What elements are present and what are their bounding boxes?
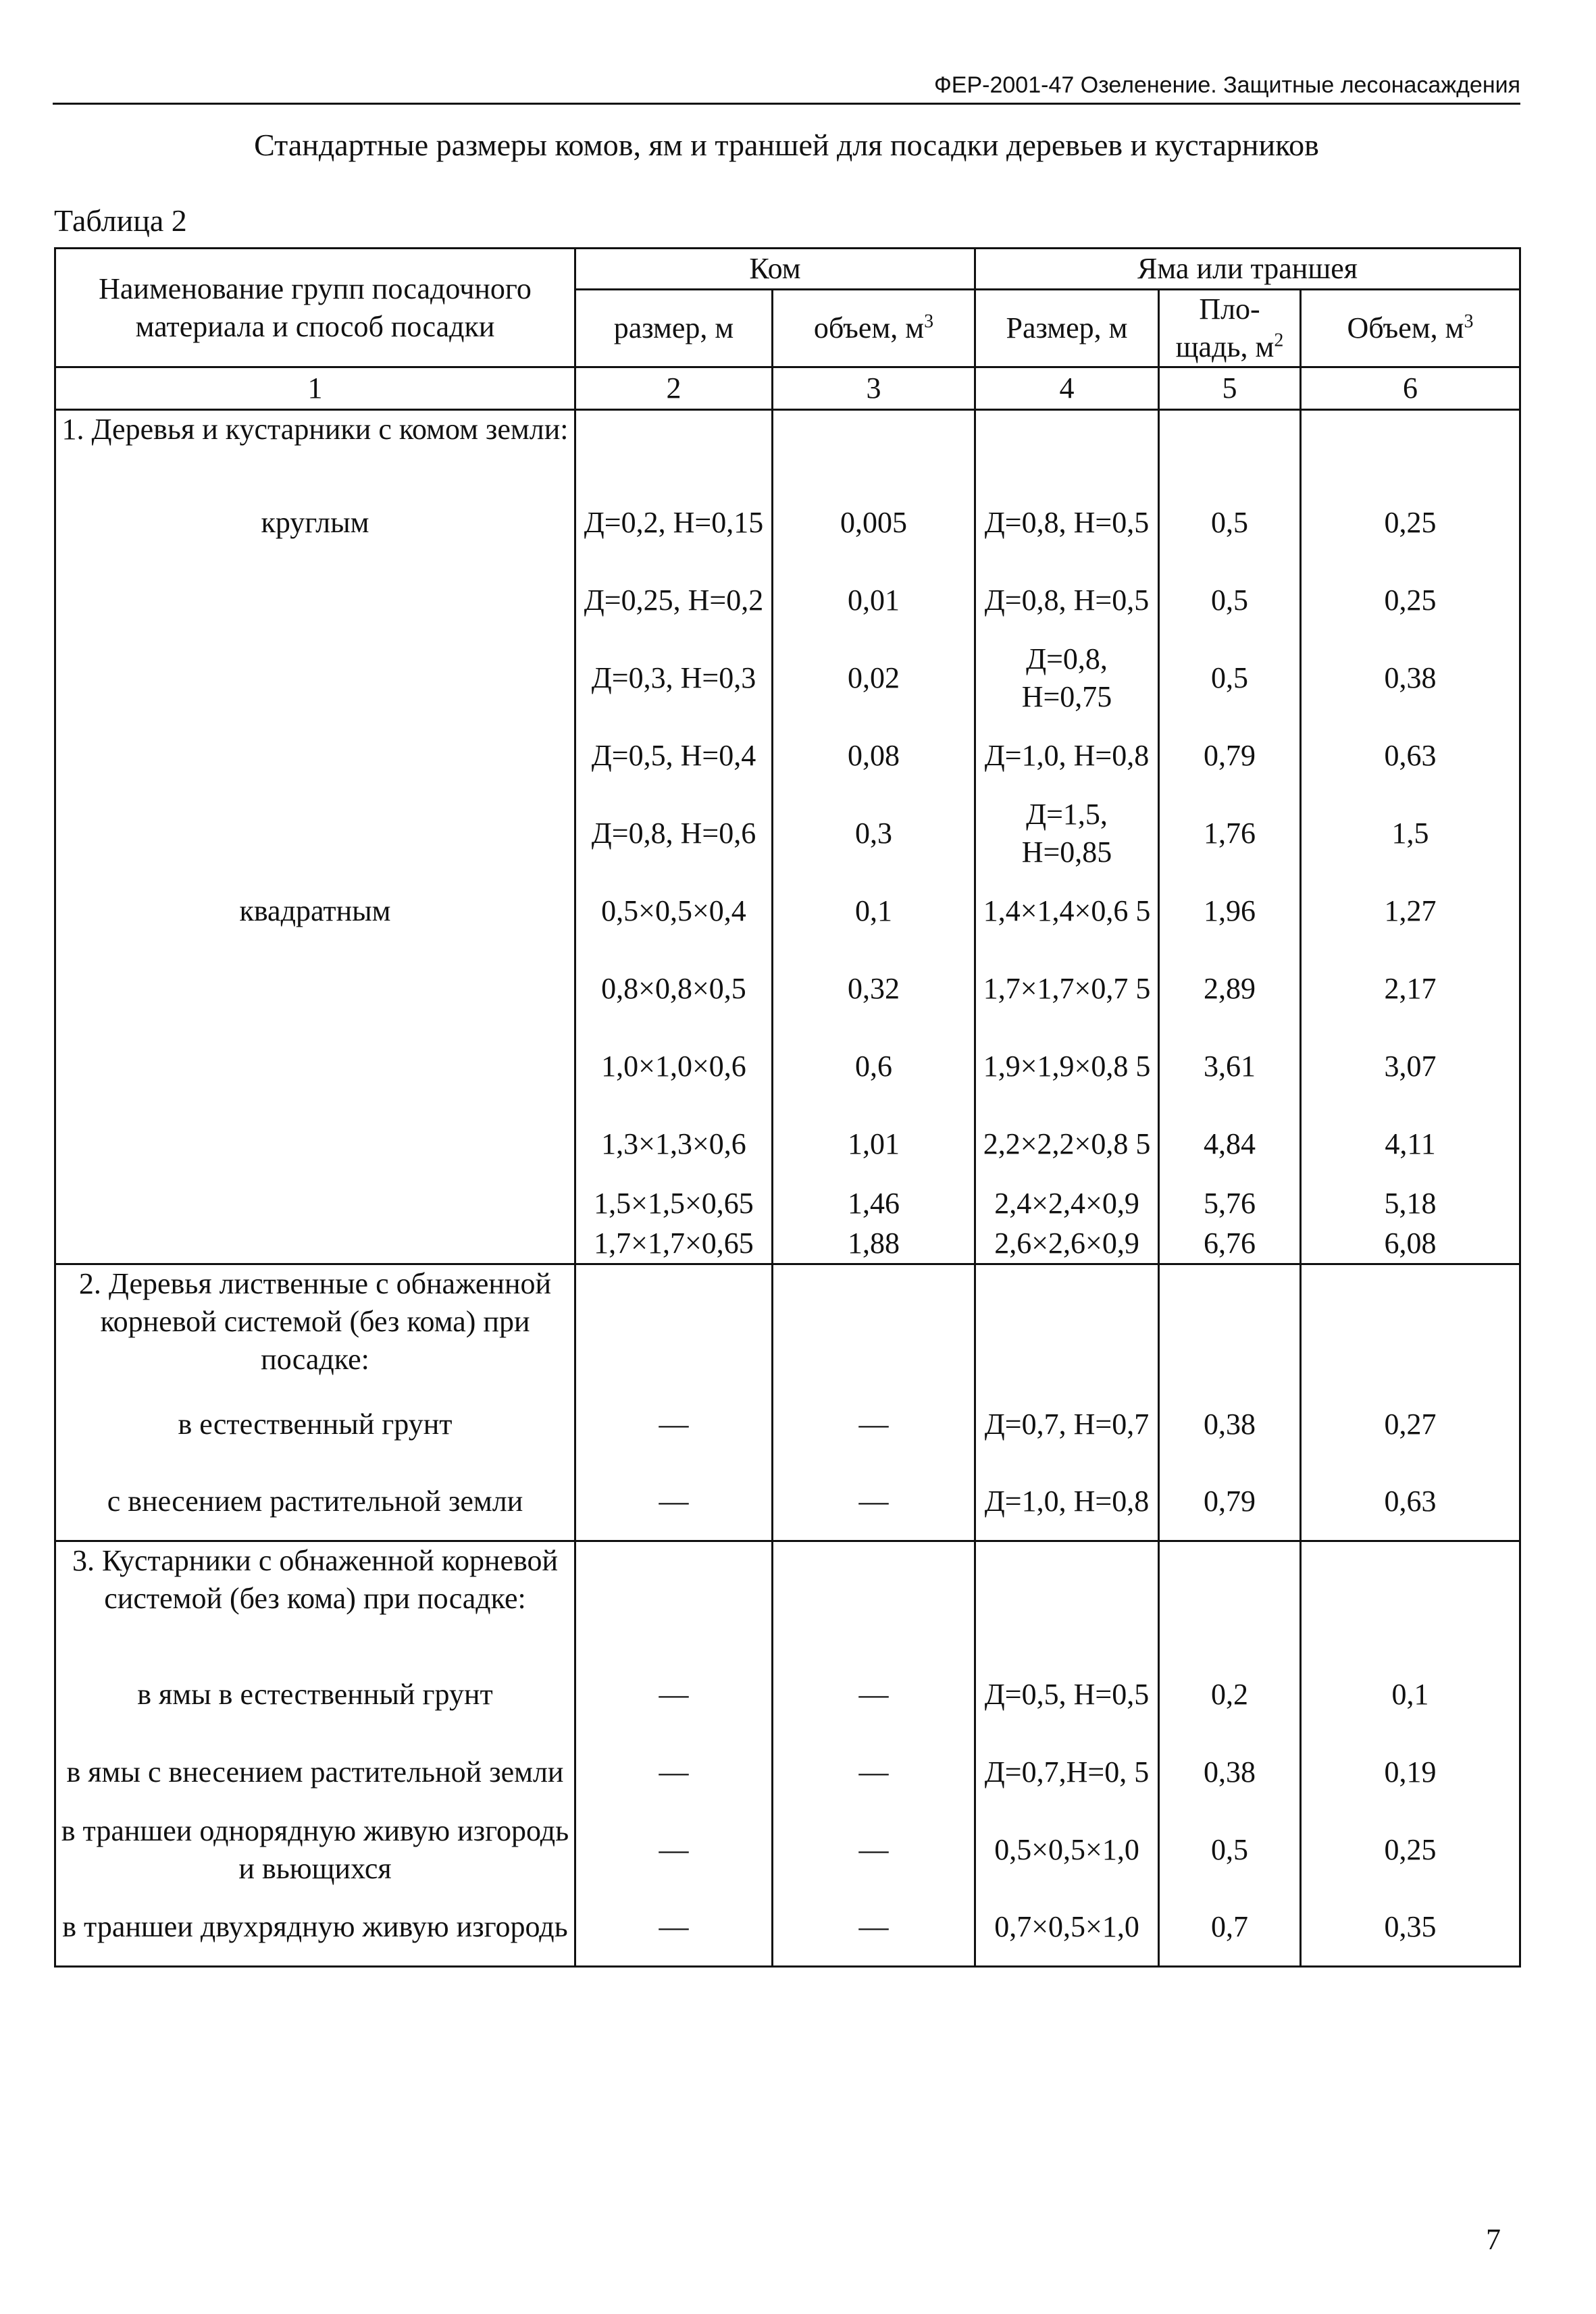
yama-volume: 0,25 <box>1301 484 1520 562</box>
row-name <box>55 1028 575 1106</box>
kom-volume: — <box>773 1734 975 1811</box>
yama-area: 0,79 <box>1159 717 1301 795</box>
empty-cell <box>975 1264 1159 1386</box>
yama-size: Д=0,8, Н=0,5 <box>975 484 1159 562</box>
header-group-kom: Ком <box>575 249 975 290</box>
table-row <box>55 950 1520 1028</box>
kom-size: — <box>575 1811 773 1889</box>
table-row <box>55 640 1520 717</box>
kom-volume: — <box>773 1811 975 1889</box>
yama-size: 1,7×1,7×0,7 5 <box>975 950 1159 1028</box>
empty-cell <box>1159 1541 1301 1656</box>
yama-size: 1,4×1,4×0,6 5 <box>975 873 1159 950</box>
kom-volume: — <box>773 1464 975 1541</box>
yama-size: Д=1,0, Н=0,8 <box>975 717 1159 795</box>
empty-cell <box>773 410 975 484</box>
kom-volume: 0,005 <box>773 484 975 562</box>
header-yama-volume <box>1301 290 1520 367</box>
column-number: 2 <box>575 367 773 410</box>
yama-area: 3,61 <box>1159 1028 1301 1106</box>
empty-cell <box>1301 1541 1520 1656</box>
table-row <box>55 484 1520 562</box>
header-yama-area <box>1159 290 1301 367</box>
table-row <box>55 1183 1520 1224</box>
kom-volume: 0,01 <box>773 562 975 640</box>
yama-volume: 0,35 <box>1301 1889 1520 1967</box>
kom-volume: 0,08 <box>773 717 975 795</box>
yama-volume: 0,63 <box>1301 717 1520 795</box>
empty-cell <box>1159 410 1301 484</box>
yama-size: Д=1,0, Н=0,8 <box>975 1464 1159 1541</box>
group-title: 3. Кустарники с обнаженной корневой системой (без кома) при посадке: <box>55 1541 575 1656</box>
row-name: в ямы в естественный грунт <box>55 1656 575 1734</box>
yama-area: 0,5 <box>1159 562 1301 640</box>
yama-size: Д=0,5, Н=0,5 <box>975 1656 1159 1734</box>
row-name: квадратным <box>55 873 575 950</box>
table-row <box>55 1734 1520 1811</box>
yama-area: 0,38 <box>1159 1734 1301 1811</box>
kom-size: — <box>575 1889 773 1967</box>
kom-volume: 0,02 <box>773 640 975 717</box>
yama-size: 0,5×0,5×1,0 <box>975 1811 1159 1889</box>
empty-cell <box>575 1264 773 1386</box>
row-name <box>55 795 575 873</box>
table-row <box>55 795 1520 873</box>
kom-volume: — <box>773 1656 975 1734</box>
yama-size: Д=0,8, Н=0,75 <box>975 640 1159 717</box>
yama-volume: 0,19 <box>1301 1734 1520 1811</box>
yama-area: 0,5 <box>1159 1811 1301 1889</box>
yama-volume: 0,25 <box>1301 562 1520 640</box>
kom-volume: 1,46 <box>773 1183 975 1224</box>
kom-volume: 0,32 <box>773 950 975 1028</box>
table-row <box>55 1106 1520 1183</box>
header-yama-size: Размер, м <box>975 290 1159 367</box>
table-row <box>55 1464 1520 1541</box>
yama-volume: 4,11 <box>1301 1106 1520 1183</box>
yama-area: 1,76 <box>1159 795 1301 873</box>
row-name <box>55 950 575 1028</box>
yama-volume: 0,25 <box>1301 1811 1520 1889</box>
kom-size: 0,8×0,8×0,5 <box>575 950 773 1028</box>
yama-volume: 5,18 <box>1301 1183 1520 1224</box>
yama-volume: 0,38 <box>1301 640 1520 717</box>
row-name <box>55 1106 575 1183</box>
yama-area: 2,89 <box>1159 950 1301 1028</box>
running-header: ФЕР-2001-47 Озеленение. Защитные лесонасаждения <box>53 69 1520 105</box>
yama-area: 1,96 <box>1159 873 1301 950</box>
kom-volume: — <box>773 1889 975 1967</box>
kom-size: — <box>575 1656 773 1734</box>
kom-volume: 1,01 <box>773 1106 975 1183</box>
column-number: 4 <box>975 367 1159 410</box>
yama-size: 0,7×0,5×1,0 <box>975 1889 1159 1967</box>
row-name <box>55 1224 575 1264</box>
row-name <box>55 717 575 795</box>
table-row <box>55 1811 1520 1889</box>
document-title: Стандартные размеры комов, ям и траншей для посадки деревьев и кустарников <box>254 128 1319 162</box>
kom-size: Д=0,5, Н=0,4 <box>575 717 773 795</box>
header-kom-size: размер, м <box>575 290 773 367</box>
kom-size: — <box>575 1464 773 1541</box>
kom-volume: 0,1 <box>773 873 975 950</box>
table-row <box>55 1028 1520 1106</box>
yama-size: Д=0,8, Н=0,5 <box>975 562 1159 640</box>
yama-area: 0,38 <box>1159 1386 1301 1464</box>
yama-size: 2,2×2,2×0,8 5 <box>975 1106 1159 1183</box>
group-title-row <box>55 1541 1520 1656</box>
yama-volume: 2,17 <box>1301 950 1520 1028</box>
kom-volume: — <box>773 1386 975 1464</box>
table-row <box>55 873 1520 950</box>
yama-size: 2,4×2,4×0,9 <box>975 1183 1159 1224</box>
yama-area: 6,76 <box>1159 1224 1301 1264</box>
table-row <box>55 562 1520 640</box>
yama-volume: 0,27 <box>1301 1386 1520 1464</box>
kom-volume: 1,88 <box>773 1224 975 1264</box>
column-number: 1 <box>55 367 575 410</box>
table-row <box>55 1889 1520 1967</box>
group-title: 2. Деревья лиственные с обнаженной корневой системой (без кома) при посадке: <box>55 1264 575 1386</box>
kom-size: 1,3×1,3×0,6 <box>575 1106 773 1183</box>
empty-cell <box>1301 410 1520 484</box>
kom-volume: 0,6 <box>773 1028 975 1106</box>
yama-size: Д=1,5, Н=0,85 <box>975 795 1159 873</box>
yama-area: 5,76 <box>1159 1183 1301 1224</box>
group-title-row <box>55 1264 1520 1386</box>
kom-size: Д=0,8, Н=0,6 <box>575 795 773 873</box>
yama-area: 0,7 <box>1159 1889 1301 1967</box>
row-name: с внесением растительной земли <box>55 1464 575 1541</box>
kom-size: 1,5×1,5×0,65 <box>575 1183 773 1224</box>
column-number: 3 <box>773 367 975 410</box>
yama-size: 1,9×1,9×0,8 5 <box>975 1028 1159 1106</box>
kom-size: Д=0,2, Н=0,15 <box>575 484 773 562</box>
header-kom-volume <box>773 290 975 367</box>
row-name: в ямы с внесением растительной земли <box>55 1734 575 1811</box>
empty-cell <box>975 1541 1159 1656</box>
kom-volume: 0,3 <box>773 795 975 873</box>
sizes-table <box>54 247 1521 1968</box>
kom-size: Д=0,3, Н=0,3 <box>575 640 773 717</box>
table-caption: Таблица 2 <box>54 203 187 238</box>
kom-size: Д=0,25, Н=0,2 <box>575 562 773 640</box>
yama-area: 0,79 <box>1159 1464 1301 1541</box>
row-name: в траншеи двухрядную живую изгородь <box>55 1889 575 1967</box>
group-title: 1. Деревья и кустарники с комом земли: <box>55 410 575 484</box>
empty-cell <box>1159 1264 1301 1386</box>
header-kom-volume-text: объем, м <box>813 311 925 344</box>
table-body <box>55 410 1520 1967</box>
row-name <box>55 640 575 717</box>
empty-cell <box>773 1541 975 1656</box>
row-name: в траншеи однорядную живую изгородь и вьющихся <box>55 1811 575 1889</box>
row-name <box>55 562 575 640</box>
empty-cell <box>773 1264 975 1386</box>
column-number: 6 <box>1301 367 1520 410</box>
column-number: 5 <box>1159 367 1301 410</box>
yama-area: 4,84 <box>1159 1106 1301 1183</box>
yama-volume: 0,1 <box>1301 1656 1520 1734</box>
empty-cell <box>975 410 1159 484</box>
group-title-row <box>55 410 1520 484</box>
table-row <box>55 1386 1520 1464</box>
kom-size: 0,5×0,5×0,4 <box>575 873 773 950</box>
empty-cell <box>1301 1264 1520 1386</box>
yama-size: 2,6×2,6×0,9 <box>975 1224 1159 1264</box>
header-yama-volume-sup: 3 <box>1464 311 1474 332</box>
row-name: круглым <box>55 484 575 562</box>
yama-area: 0,5 <box>1159 640 1301 717</box>
kom-size: 1,7×1,7×0,65 <box>575 1224 773 1264</box>
header-yama-volume-text: Объем, м <box>1347 311 1464 344</box>
kom-size: — <box>575 1386 773 1464</box>
kom-size: — <box>575 1734 773 1811</box>
header-col-name: Наименование групп посадочного материала и способ посадки <box>55 249 575 367</box>
yama-volume: 0,63 <box>1301 1464 1520 1541</box>
yama-volume: 1,5 <box>1301 795 1520 873</box>
yama-volume: 6,08 <box>1301 1224 1520 1264</box>
table-row <box>55 1224 1520 1264</box>
row-name: в естественный грунт <box>55 1386 575 1464</box>
empty-cell <box>575 1541 773 1656</box>
page-number: 7 <box>1486 2223 1501 2256</box>
yama-area: 0,5 <box>1159 484 1301 562</box>
yama-volume: 1,27 <box>1301 873 1520 950</box>
header-yama-area-text: Пло-щадь, м <box>1175 292 1275 363</box>
yama-area: 0,2 <box>1159 1656 1301 1734</box>
header-kom-volume-sup: 3 <box>924 311 934 332</box>
yama-size: Д=0,7, Н=0,7 <box>975 1386 1159 1464</box>
table-row <box>55 717 1520 795</box>
header-group-yama: Яма или траншея <box>975 249 1520 290</box>
table-row <box>55 1656 1520 1734</box>
yama-size: Д=0,7,Н=0, 5 <box>975 1734 1159 1811</box>
kom-size: 1,0×1,0×0,6 <box>575 1028 773 1106</box>
empty-cell <box>575 410 773 484</box>
row-name <box>55 1183 575 1224</box>
yama-volume: 3,07 <box>1301 1028 1520 1106</box>
header-yama-area-sup: 2 <box>1274 330 1284 351</box>
